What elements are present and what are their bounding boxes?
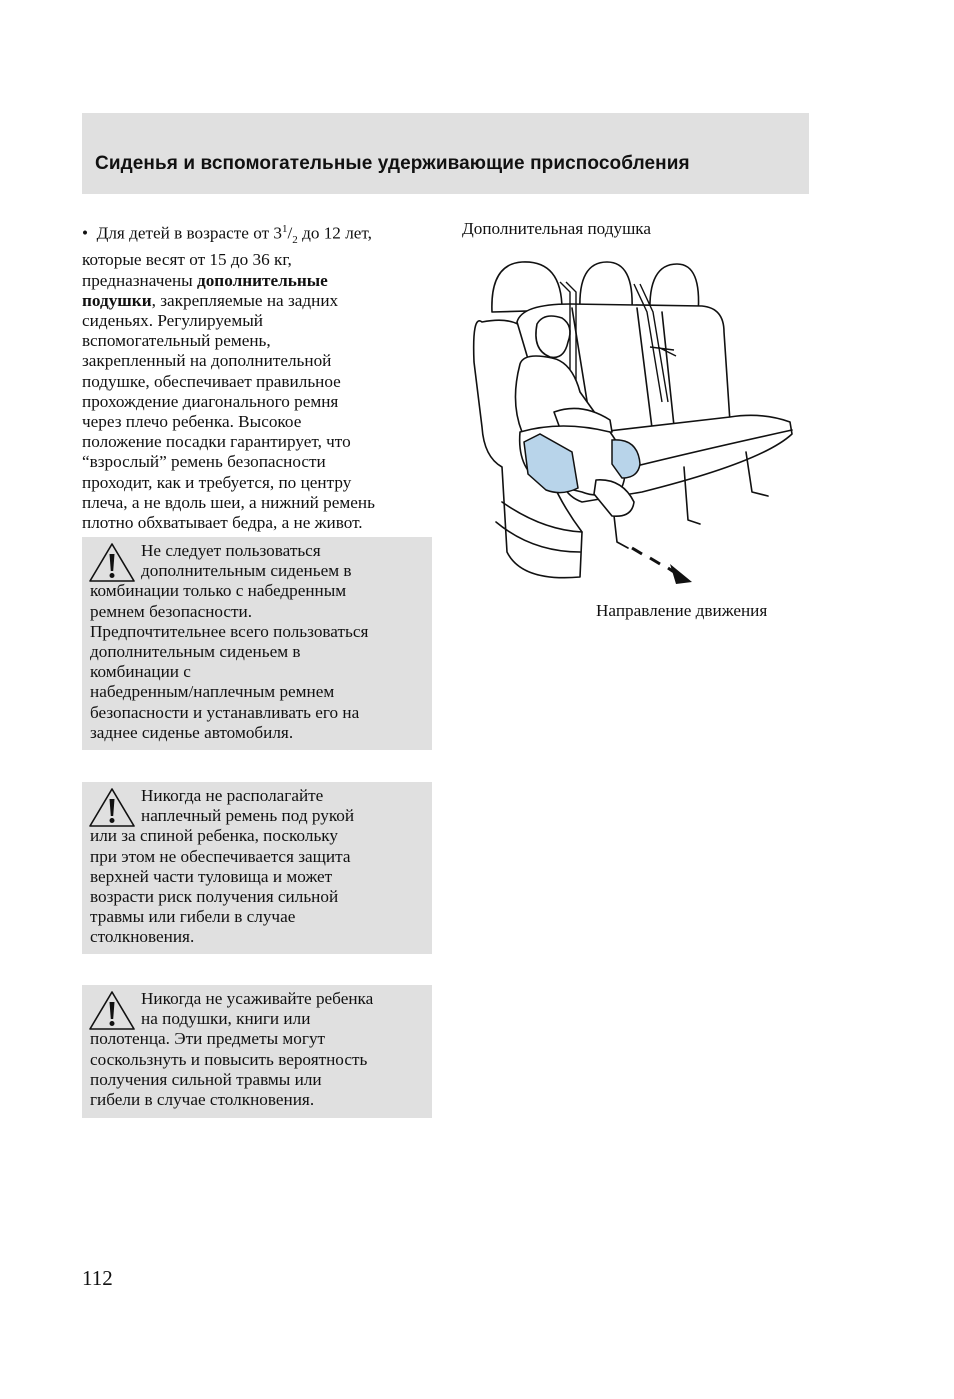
- warning-line: дополнительным сиденьем в: [90, 642, 301, 662]
- intro-line: подушки, закрепляемые на задних: [82, 290, 339, 310]
- intro-line: “взрослый” ремень безопасности: [82, 452, 326, 472]
- figure-caption-top: Дополнительная подушка: [462, 219, 652, 238]
- warning-line: или за спиной ребенка, поскольку: [90, 826, 338, 846]
- section-title: Сиденья и вспомогательные удерживающие приспособления: [95, 153, 690, 174]
- warning-line: Не следует пользоваться: [141, 541, 321, 560]
- warning-line: травмы или гибели в случае: [90, 907, 296, 927]
- warning-line: заднее сиденье автомобиля.: [90, 722, 294, 742]
- child-head: [536, 316, 570, 357]
- intro-paragraph: [82, 219, 434, 533]
- warning-line: Никогда не располагайте: [141, 786, 324, 805]
- intro-line: вспомогательный ремень,: [82, 331, 271, 351]
- section-header: [82, 113, 809, 194]
- warning-line: набедренным/наплечным ремнем: [90, 682, 335, 702]
- warning-line: ремнем безопасности.: [90, 601, 253, 621]
- warning-line: безопасности и устанавливать его на: [90, 702, 360, 722]
- intro-line: прохождение диагонального ремня: [82, 391, 339, 411]
- warning-box: [82, 782, 432, 954]
- warning-line: столкновения.: [90, 927, 195, 947]
- intro-line: закрепленный на дополнительной: [82, 351, 332, 371]
- warning-line: получения сильной травмы или: [90, 1069, 322, 1089]
- warning-box: [82, 985, 432, 1118]
- warning-line: при этом не обеспечивается защита: [90, 846, 351, 866]
- intro-line: подушке, обеспечивает правильное: [82, 371, 341, 391]
- intro-line: • Для детей в возрасте от $3^1/_2$ до 12 лет,: [82, 223, 372, 247]
- figure-caption-bottom: Направление движения: [596, 601, 768, 620]
- warning-triangle-icon: [88, 787, 136, 829]
- page-number: 112: [82, 1266, 113, 1290]
- intro-line: которые весят от 15 до 36 кг,: [82, 250, 292, 270]
- warning-triangle-icon: [88, 542, 136, 584]
- intro-line: плеча, а не вдоль шеи, а нижний ремень: [82, 492, 375, 512]
- warning-line: дополнительным сиденьем в: [141, 561, 352, 581]
- warning-line: соскользнуть и повысить вероятность: [90, 1049, 368, 1069]
- warning-line: на подушки, книги или: [141, 1009, 311, 1029]
- headrest-middle: [580, 262, 632, 310]
- intro-line: проходит, как и требуется, по центру: [82, 472, 352, 492]
- warning-line: наплечный ремень под рукой: [141, 806, 355, 826]
- warning-line: возрасти риск получения сильной: [90, 887, 339, 907]
- intro-line: сиденьях. Регулируемый: [82, 310, 263, 330]
- intro-line: через плечо ребенка. Высокое: [82, 412, 302, 431]
- warning-line: верхней части туловища и может: [90, 866, 333, 886]
- warning-line: Никогда не усаживайте ребенка: [141, 989, 374, 1008]
- booster-seat-illustration: [462, 252, 802, 592]
- warning-line: полотенца. Эти предметы могут: [90, 1029, 326, 1049]
- warning-triangle-icon: [88, 990, 136, 1032]
- direction-arrow-icon: [632, 548, 692, 584]
- intro-line: предназначены дополнительные: [82, 270, 328, 290]
- intro-line: плотно обхватывает бедра, а не живот.: [82, 513, 363, 533]
- warning-box: [82, 537, 432, 750]
- warning-line: гибели в случае столкновения.: [90, 1090, 315, 1110]
- warning-line: комбинации только с набедренным: [90, 581, 347, 601]
- warning-line: комбинации с: [90, 662, 191, 682]
- intro-line: положение посадки гарантирует, что: [82, 432, 351, 452]
- warning-line: Предпочтительнее всего пользоваться: [90, 621, 369, 641]
